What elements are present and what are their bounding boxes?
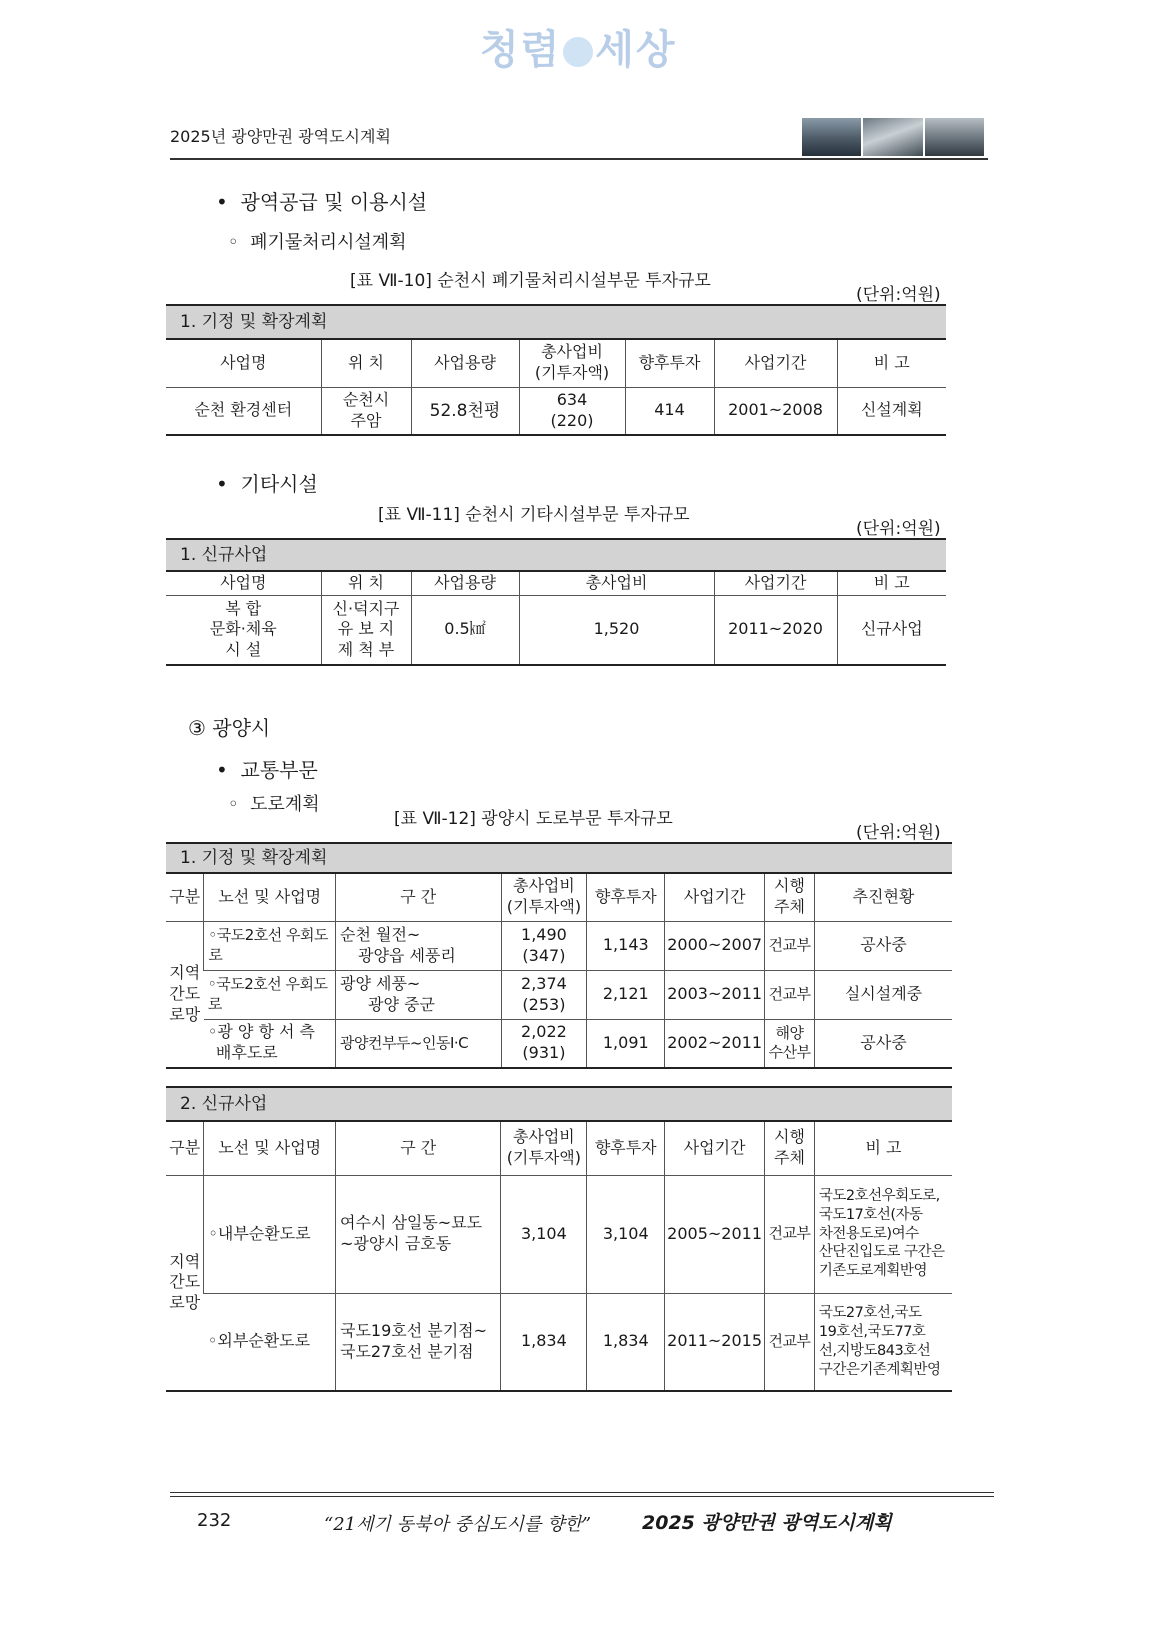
cell: 414	[625, 387, 714, 435]
cell: 순천 환경센터	[166, 387, 321, 435]
cell-line: 구간은기존계획반영	[818, 1361, 941, 1378]
sub-heading-3: ◦ 도로계획	[228, 794, 320, 815]
footer-title: 2025 광양만권 광역도시계획	[642, 1512, 892, 1534]
cell-line: 순천 월전~	[339, 924, 421, 944]
cell: 2011~2015	[665, 1293, 765, 1391]
cell-line: 로망	[169, 1004, 201, 1024]
sub-heading-1-text: 폐기물처리시설계획	[250, 232, 407, 253]
cell: 1,520	[519, 595, 714, 665]
document-title: 2025년 광양만권 광역도시계획	[170, 127, 391, 146]
cell-line: 산단진입도로 구간은	[818, 1244, 945, 1261]
cell-line: 2,022	[521, 1022, 567, 1042]
heading-gwangyang: ③ 광양시	[188, 716, 271, 740]
col-header: 총사업비	[519, 571, 714, 595]
cell: 0.5㎢	[411, 595, 519, 665]
cell-line: 기존도로계획반영	[818, 1263, 927, 1280]
unit-label-2: (단위:억원)	[856, 519, 941, 539]
table-row	[166, 1019, 952, 1068]
cell: 2002~2011	[665, 1019, 765, 1068]
col-header: 사업명	[166, 339, 321, 387]
cell	[166, 595, 321, 665]
col-header: 사업기간	[665, 1121, 765, 1175]
col-header: 향후투자	[625, 339, 714, 387]
col-header: 비 고	[837, 571, 946, 595]
cell-line: 국도2호선우회도로,	[818, 1187, 940, 1204]
cell	[501, 921, 587, 970]
cell-line: 634	[556, 389, 588, 409]
cell-line: 2,374	[521, 973, 567, 993]
sub-heading-1: ◦ 폐기물처리시설계획	[228, 232, 407, 253]
cell-line: 제 척 부	[337, 640, 395, 660]
cell-line: 주암	[350, 410, 382, 430]
col-header: 사업명	[166, 571, 321, 595]
cell-line: 1,490	[521, 924, 567, 944]
col-header: 사업기간	[714, 339, 837, 387]
cell: 2005~2011	[665, 1175, 765, 1293]
cell: 1,834	[587, 1293, 665, 1391]
cell	[335, 1293, 500, 1391]
table-section-title: 2. 신규사업	[166, 1087, 952, 1121]
cell-line: 국도17호선(자동	[818, 1206, 923, 1223]
cell-line: (253)	[522, 994, 566, 1014]
col-header: 노선 및 사업명	[204, 1121, 336, 1175]
cell: 1,834	[501, 1293, 587, 1391]
cell: 1,143	[587, 921, 665, 970]
bullet-heading-1-text: 광역공급 및 이용시설	[240, 190, 428, 214]
cell: 1,091	[587, 1019, 665, 1068]
cell-line: 광양읍 세풍리	[357, 945, 456, 965]
col-header-line: (기투자액)	[506, 1148, 581, 1168]
col-header: 사업기간	[665, 873, 765, 921]
cell: 건교부	[765, 921, 815, 970]
col-header-line: (기투자액)	[534, 363, 610, 383]
cell	[335, 1175, 500, 1293]
sub-heading-3-text: 도로계획	[250, 794, 320, 815]
col-header	[501, 873, 587, 921]
col-header-line: 시행	[773, 1127, 805, 1147]
table-road-existing	[166, 842, 952, 1069]
cell: 공사중	[814, 921, 952, 970]
col-header: 위 치	[321, 571, 411, 595]
cell: 52.8천평	[411, 387, 519, 435]
table-section-title: 1. 기정 및 확장계획	[166, 305, 946, 339]
table-other-facility	[166, 538, 946, 666]
table-caption-3: [표 Ⅶ-12] 광양시 도로부문 투자규모	[394, 809, 673, 829]
watermark-right: 세상	[595, 27, 677, 73]
col-header: 사업용량	[411, 339, 519, 387]
col-header: 비 고	[814, 1121, 952, 1175]
cell	[814, 1175, 952, 1293]
cell: 2001~2008	[714, 387, 837, 435]
table-row	[166, 970, 952, 1019]
cell	[335, 970, 501, 1019]
cell-line: 순천시	[342, 389, 390, 409]
footer-rule	[170, 1496, 994, 1497]
col-header: 위 치	[321, 339, 411, 387]
cell-line: 로망	[169, 1293, 201, 1313]
table-section-title: 1. 기정 및 확장계획	[166, 843, 952, 873]
cell: 공사중	[814, 1019, 952, 1068]
cell-line: 19호선,국도77호	[818, 1323, 926, 1340]
cell: ◦국도2호선 우회도로	[204, 970, 336, 1019]
cell	[204, 1019, 336, 1068]
cell: 건교부	[765, 970, 815, 1019]
cell	[335, 921, 501, 970]
table-section-title: 1. 신규사업	[166, 539, 946, 571]
col-header: 향후투자	[587, 873, 665, 921]
cell-line: 수산부	[768, 1043, 811, 1062]
col-header-line: 총사업비	[541, 342, 603, 362]
cell-line: 해양	[775, 1023, 804, 1042]
header-photo-1	[802, 118, 861, 156]
bullet-heading-2: • 기타시설	[216, 472, 318, 496]
table-road-new	[166, 1086, 952, 1392]
bullet-heading-1: • 광역공급 및 이용시설	[216, 190, 428, 214]
bullet-heading-3: • 교통부문	[216, 758, 318, 782]
col-header: 구 간	[335, 1121, 500, 1175]
header-photo-2	[863, 118, 922, 156]
watermark-emblem-icon	[563, 37, 593, 67]
cell-line: 간도	[169, 983, 201, 1003]
bullet-heading-2-text: 기타시설	[240, 472, 318, 496]
col-header	[765, 1121, 815, 1175]
cell: 2,121	[587, 970, 665, 1019]
cell	[765, 1019, 815, 1068]
cell	[814, 1293, 952, 1391]
cell: 신규사업	[837, 595, 946, 665]
cell-line: 신·덕지구	[332, 598, 400, 618]
col-header: 추진현황	[814, 873, 952, 921]
col-header-line: 주체	[773, 1148, 805, 1168]
group-cell	[166, 1175, 204, 1391]
cell-line: 광양 중군	[367, 994, 435, 1014]
col-header: 구분	[166, 873, 204, 921]
col-header	[501, 1121, 587, 1175]
cell-line: 배후도로	[215, 1043, 278, 1063]
cell: ◦국도2호선 우회도로	[204, 921, 336, 970]
cell	[321, 595, 411, 665]
cell-line: 유 보 지	[337, 619, 395, 639]
col-header-line: (기투자액)	[506, 897, 582, 917]
cell: 2000~2007	[665, 921, 765, 970]
footer-rule	[170, 1492, 994, 1493]
cell: 건교부	[765, 1293, 815, 1391]
cell-line: 지역	[169, 1251, 201, 1271]
col-header	[519, 339, 625, 387]
table-row	[166, 921, 952, 970]
cell: 실시설계중	[814, 970, 952, 1019]
cell: 건교부	[765, 1175, 815, 1293]
cell: 2003~2011	[665, 970, 765, 1019]
cell-line: 국도27호선 분기점	[339, 1341, 474, 1361]
cell-line: ~광양시 금호동	[339, 1234, 452, 1253]
cell: ◦외부순환도로	[204, 1293, 336, 1391]
cell: 광양컨부두~인동I·C	[335, 1019, 501, 1068]
header-photo-3	[925, 118, 984, 156]
cell: 신설계획	[837, 387, 946, 435]
cell-line: 차전용도로)여수	[818, 1225, 919, 1242]
table-caption-2: [표 Ⅶ-11] 순천시 기타시설부문 투자규모	[378, 505, 690, 525]
cell-line: ◦광 양 항 서 측	[207, 1022, 315, 1042]
col-header-line: 총사업비	[513, 876, 575, 896]
table-caption-1: [표 Ⅶ-10] 순천시 폐기물처리시설부문 투자규모	[350, 271, 711, 291]
cell-line: (347)	[522, 945, 566, 965]
col-header: 구분	[166, 1121, 204, 1175]
cell-line: 국도27호선,국도	[818, 1305, 922, 1322]
col-header: 구 간	[335, 873, 501, 921]
page-number: 232	[197, 1510, 232, 1531]
cell	[501, 1019, 587, 1068]
col-header: 향후투자	[587, 1121, 665, 1175]
bullet-heading-3-text: 교통부문	[240, 758, 318, 782]
col-header: 노선 및 사업명	[204, 873, 336, 921]
table-row	[166, 1293, 952, 1391]
cell	[321, 387, 411, 435]
cell-line: (931)	[522, 1043, 566, 1063]
header-rule	[170, 158, 988, 160]
header-photos	[802, 118, 984, 156]
footer-quote: “21세기 동북아 중심도시를 향한”	[324, 1514, 592, 1535]
unit-label-1: (단위:억원)	[856, 285, 941, 305]
cell	[519, 387, 625, 435]
cell-line: 문화·체육	[209, 619, 277, 639]
watermark-left: 청렴	[480, 27, 562, 73]
cell-line: 간도	[169, 1272, 201, 1292]
cell-line: 광양 세풍~	[339, 973, 421, 993]
col-header: 사업용량	[411, 571, 519, 595]
cell	[501, 970, 587, 1019]
unit-label-3: (단위:억원)	[856, 823, 941, 843]
table-waste-facility	[166, 304, 946, 436]
table-row	[166, 595, 946, 665]
cell-line: 선,지방도843호선	[818, 1342, 931, 1359]
table-row	[166, 1175, 952, 1293]
cell-line: 복 합	[225, 598, 262, 618]
col-header	[765, 873, 815, 921]
cell: 2011~2020	[714, 595, 837, 665]
cell: 3,104	[501, 1175, 587, 1293]
cell: 3,104	[587, 1175, 665, 1293]
cell-line: 지역	[169, 963, 201, 983]
cell-line: (220)	[550, 410, 594, 430]
col-header-line: 주체	[774, 897, 805, 917]
cell-line: 시 설	[225, 640, 262, 660]
group-cell	[166, 921, 204, 1068]
col-header: 사업기간	[714, 571, 837, 595]
cell-line: 국도19호선 분기점~	[339, 1320, 488, 1340]
watermark	[480, 18, 677, 75]
cell: ◦내부순환도로	[204, 1175, 336, 1293]
cell-line: 여수시 삼일동~묘도	[339, 1213, 483, 1233]
col-header-line: 시행	[774, 876, 805, 896]
table-row	[166, 387, 946, 435]
col-header: 비 고	[837, 339, 946, 387]
col-header-line: 총사업비	[512, 1127, 575, 1147]
